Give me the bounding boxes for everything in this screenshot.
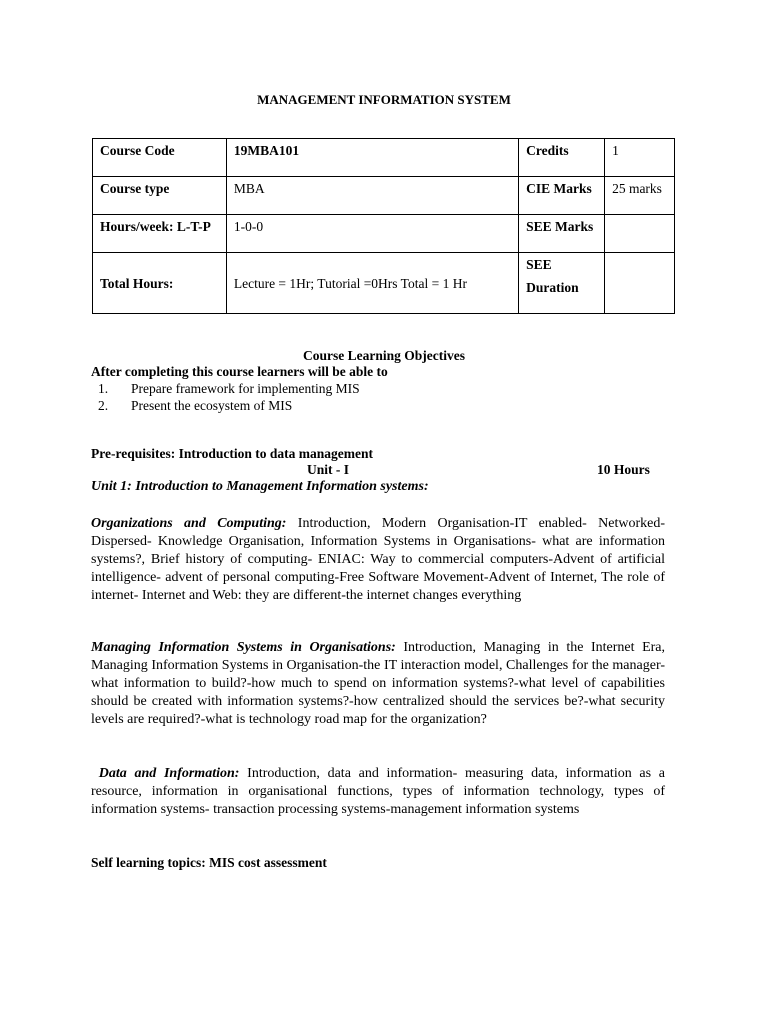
paragraph-text: Introduction, Modern Organisation-IT enabled- Networked-Dispersed- Knowledge Organisation, Information Systems in Organisations- what are information systems?, Brief history of computing- ENIAC: Way to commercial computers-Advent of artificial intelligence- advent of personal computing-Free Software Movement-Advent of Internet, The role of internet- Internet and Web: they are different-the internet changes everything [91, 516, 665, 603]
objectives-heading: Course Learning Objectives [303, 348, 465, 363]
course-details-table [92, 138, 675, 314]
unit-title: Unit 1: Introduction to Management Information systems: [91, 479, 429, 494]
paragraph-text: Introduction, data and information- measuring data, information as a resource, information in organisational functions, types of information technology, types of information systems- transaction processing systems-management information systems [91, 766, 666, 817]
objectives-list [91, 380, 360, 414]
hours-week-label: Hours/week: L-T-P [93, 215, 227, 253]
credits-value: 1 [605, 139, 675, 177]
paragraph-data-information [91, 765, 665, 819]
course-type-label: Course type [93, 177, 227, 215]
see-duration-value [605, 253, 675, 314]
paragraph-managing-is [91, 639, 665, 729]
hours-week-value: 1-0-0 [226, 215, 518, 253]
prerequisites: Pre-requisites: Introduction to data management [91, 446, 373, 461]
course-type-value: MBA [226, 177, 518, 215]
paragraph-organizations-computing [91, 515, 665, 605]
paragraph-heading: Organizations and Computing: [91, 516, 287, 531]
unit-hours: 10 Hours [597, 462, 650, 477]
table-row [93, 177, 675, 215]
course-code-label: Course Code [93, 139, 227, 177]
see-duration-label [519, 253, 605, 314]
see-marks-label: SEE Marks [519, 215, 605, 253]
list-item-number: 1. [98, 381, 109, 396]
list-item [91, 397, 360, 414]
cie-marks-label: CIE Marks [519, 177, 605, 215]
list-item-number: 2. [98, 398, 109, 413]
credits-label: Credits [519, 139, 605, 177]
document-title: MANAGEMENT INFORMATION SYSTEM [257, 92, 511, 107]
see-duration-label-line1: SEE [526, 257, 552, 272]
list-item-text: Present the ecosystem of MIS [131, 398, 293, 413]
paragraph-heading: Data and Information: [98, 766, 240, 781]
see-duration-label-line2: Duration [526, 280, 579, 295]
objectives-intro: After completing this course learners will be able to [91, 364, 388, 379]
list-item-text: Prepare framework for implementing MIS [131, 381, 360, 396]
course-code-value: 19MBA101 [226, 139, 518, 177]
table-row [93, 139, 675, 177]
paragraph-heading: Managing Information Systems in Organisations: [91, 640, 396, 655]
table-row [93, 215, 675, 253]
paragraph-text: Introduction, Managing in the Internet Era, Managing Information Systems in Organisation-the IT interaction model, Challenges for the manager-what information to build?-how much to spend on information systems?-what level of capabilities should be created with information systems?-how centralized should the services be?-what security levels are required?-what is technology road map for the organization? [91, 640, 665, 727]
table-row [93, 253, 675, 314]
see-marks-value [605, 215, 675, 253]
list-item [91, 380, 360, 397]
cie-marks-value: 25 marks [605, 177, 675, 215]
unit-label: Unit - I [307, 462, 350, 477]
total-hours-value: Lecture = 1Hr; Tutorial =0Hrs Total = 1 Hr [226, 253, 518, 314]
self-learning-topics: Self learning topics: MIS cost assessment [91, 855, 327, 870]
total-hours-label: Total Hours: [93, 253, 227, 314]
